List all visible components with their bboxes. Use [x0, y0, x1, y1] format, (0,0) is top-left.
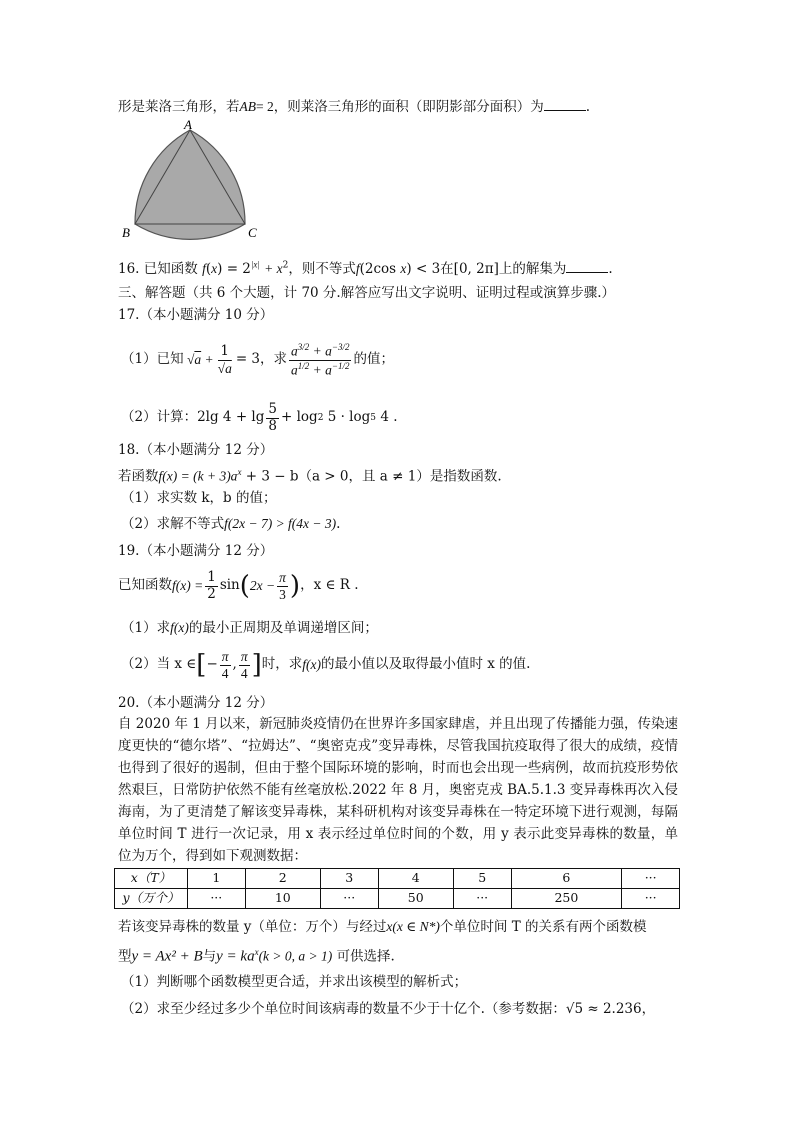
problem-15-tail: 形是莱洛三角形，若AB= 2，则莱洛三角形的面积（即阴影部分面积）为 . [118, 99, 591, 115]
problem-18-stmt: 若函数$f(x) = (k + 3)a^x + 3 - b(a > 0$，且 a ≠ 1）是指数函数. [118, 467, 502, 485]
problem-18-q2: （2）求解不等式f(2x − 7) > f(4x − 3). [121, 516, 341, 532]
problem-18-q1: （1）求实数 k，b 的值； [121, 490, 277, 506]
answer-blank [544, 98, 586, 111]
problem-20-q1: （1）判断哪个函数模型更合适，并求出该模型的解析式； [121, 974, 468, 990]
problem-20-after-table: 若该变异毒株的数量 y（单位：万个）与经过x(x ∈ N*)个单位时间 T 的关系有两个函数模 [118, 919, 647, 935]
label-a: A [184, 120, 192, 132]
problem-20-models: 型y = Ax² + B与$y = ka^x(k > 0$, a > 1) 可供选择. [118, 947, 395, 965]
problem-20-q2: （2）求至少经过多少个单位时间该病毒的数量不少于十亿个.（参考数据：√5 ≈ 2.236， [121, 1001, 656, 1017]
label-c: C [248, 225, 257, 240]
table-row: x（T） 1 2 3 4 5 6 ··· [115, 869, 680, 889]
problem-20-head: 20.（本小题满分 12 分） [118, 695, 274, 711]
answer-blank [566, 260, 608, 273]
problem-17-q2: （2）计算： 2lg 4 + lg $\frac{5}{8}$ + log 2 5 · log 5 4 . [121, 400, 398, 434]
reuleaux-shape [135, 130, 245, 239]
problem-19-stmt: 已知函数 f(x) = $\frac{1}{2}$ sin ( 2x − $\frac{\pi}{3}$ ) ，x ∈ R . [118, 568, 359, 602]
problem-20-paragraph: 自 2020 年 1 月以来，新冠肺炎疫情仍在世界许多国家肆虐，并且出现了传播能力强，传染速度更快的“德尔塔”、“拉姆达”、“奥密克戎”变异毒株，尽管我国抗疫取得了很大的成绩，疫情也得到了很好的遏制，但由于整个国际环境的影响，时而也会出现一些病例，故而抗疫形势依然艰巨，日常防护依然不能有丝毫放松.2022 年 8 月，奥密克戎 BA.5.1.3 变异毒株再次入侵海南，为了更清楚了解该变异毒株，某科研机构对该变异毒株在一特定环境下进行观测，每隔单位时间 T 进行一次记录，用 x 表示经过单位时间的个数，用 y 表示此变异毒株的数量，单位为万个，得到如下观测数据： [118, 716, 678, 864]
problem-19-head: 19.（本小题满分 12 分） [118, 543, 274, 559]
label-b: B [122, 225, 130, 240]
section-3-title: 三、解答题（共 6 个大题，计 70 分.解答应写出文字说明、证明过程或演算步骤.） [118, 285, 616, 301]
observation-table [114, 868, 680, 909]
table-row: y（万个） ··· 10 ··· 50 ··· 250 ··· [115, 889, 680, 909]
ab-var: AB [239, 99, 256, 114]
problem-19-q1: （1）求f(x)的最小正周期及单调递增区间； [121, 620, 378, 636]
problem-17-head: 17.（本小题满分 10 分） [118, 307, 274, 323]
reuleaux-triangle-figure [120, 120, 270, 244]
problem-18-head: 18.（本小题满分 12 分） [118, 442, 274, 458]
problem-17-q1: （1）已知 √a + $\frac{1}{√a}$ = 3，求 $\frac{a^{3/2} + a^{-3/2}}{a^{1/2} + a^{-1/2}}$ 的值； [121, 342, 394, 377]
problem-19-q2: （2）当 x ∈ [ − $\frac{\pi}{4}$ , $\frac{\pi}{4}$ ] 时，求 f(x) 的最小值以及取得最小值时 x 的值. [121, 648, 531, 681]
problem-16: 16. 已知函数 $f(x) = 2^{|x|} + x^2$，则不等式f(2cos x) < 3在[0, 2π]上的解集为 . [118, 259, 613, 277]
